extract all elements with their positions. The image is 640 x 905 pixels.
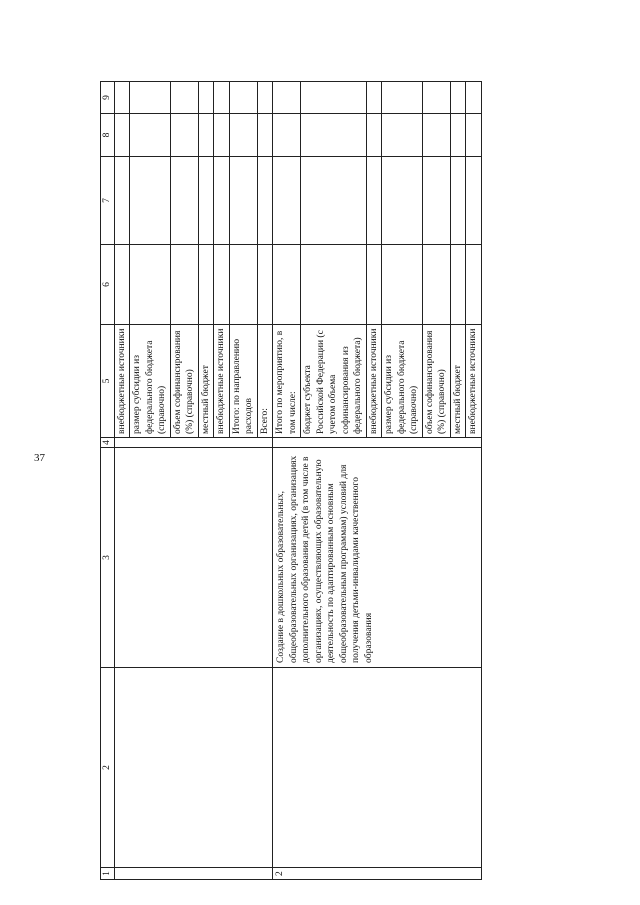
measure-description: Создание в дошкольных образовательных, общеобразовательных организациях, организациях дополнительного образования детей (в том числе в организациях, осуществляющих образовательную деятельность по адаптированным основным общеобразовательным программам) условий для получения детьми-инвалидами качественного образования bbox=[273, 448, 482, 668]
col-header-8: 8 bbox=[101, 114, 115, 157]
budget-table bbox=[100, 81, 482, 880]
cell-c5: Итого по мероприятию, в том числе: bbox=[273, 325, 301, 438]
col-header-4: 4 bbox=[101, 438, 115, 448]
cell-num bbox=[114, 868, 273, 880]
table-row bbox=[114, 82, 130, 880]
cell-c5: объем софинансирования (%) (справочно) bbox=[170, 325, 198, 438]
cell-c5: внебюджетные источники bbox=[466, 325, 482, 438]
col-header-9: 9 bbox=[101, 82, 115, 114]
rotated-table-frame bbox=[100, 82, 636, 880]
cell-c5: местный бюджет bbox=[450, 325, 466, 438]
cell-c5: внебюджетные источники bbox=[114, 325, 130, 438]
cell-c2 bbox=[114, 668, 273, 868]
cell-c4 bbox=[273, 438, 482, 448]
cell-c5: объем софинансирования (%) (справочно) bbox=[422, 325, 450, 438]
cell-c5: бюджет субъекта Российской Федерации (с учетом объема софинансирования из федерального бюджета) bbox=[301, 325, 367, 438]
col-header-6: 6 bbox=[101, 245, 115, 325]
col-header-2: 2 bbox=[101, 668, 115, 868]
table-row bbox=[273, 82, 301, 880]
cell-c5: размер субсидии из федерального бюджета (справочно) bbox=[130, 325, 171, 438]
col-header-7: 7 bbox=[101, 157, 115, 245]
cell-c5: Всего: bbox=[257, 325, 273, 438]
cell-c5: внебюджетные источники bbox=[214, 325, 230, 438]
cell-c2 bbox=[273, 668, 482, 868]
col-header-1: 1 bbox=[101, 868, 115, 880]
cell-c5: местный бюджет bbox=[198, 325, 214, 438]
col-header-5: 5 bbox=[101, 325, 115, 438]
header-row bbox=[101, 82, 115, 880]
col-header-3: 3 bbox=[101, 448, 115, 668]
cell-c5: внебюджетные источники bbox=[366, 325, 382, 438]
cell-c5: Итого: по направлению расходов bbox=[229, 325, 257, 438]
cell-c4 bbox=[114, 438, 273, 448]
cell-num: 2 bbox=[273, 868, 482, 880]
cell-c5: размер субсидии из федерального бюджета (справочно) bbox=[382, 325, 423, 438]
cell-c3 bbox=[114, 448, 273, 668]
page-number: 37 bbox=[34, 452, 45, 464]
